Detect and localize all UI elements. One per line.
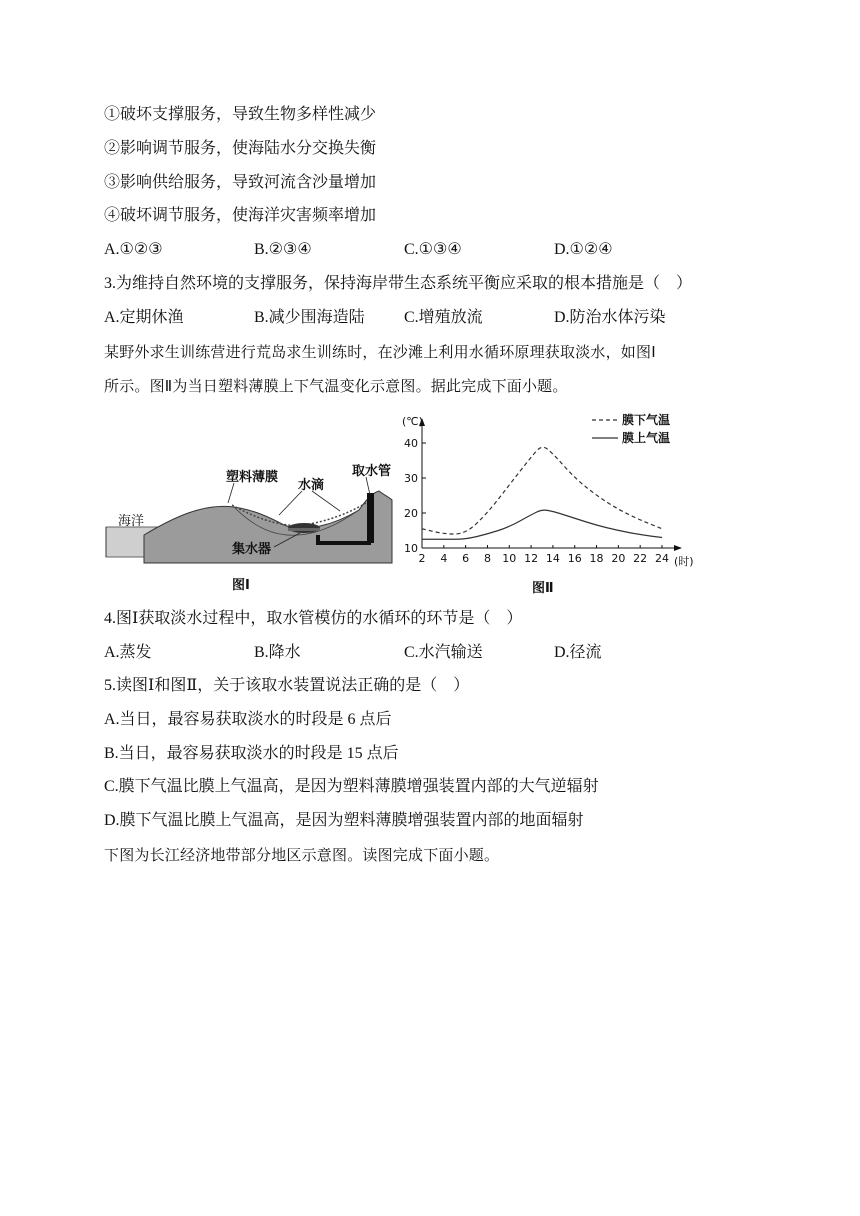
statement-2: ②影响调节服务，使海陆水分交换失衡 bbox=[104, 140, 377, 157]
y-tick-label: 30 bbox=[404, 472, 418, 485]
q3-stem: 3.为维持自然环境的支撑服务，保持海岸带生态系统平衡应采取的根本措施是（ ） bbox=[104, 275, 693, 292]
y-tick-label: 10 bbox=[404, 542, 418, 555]
x-tick-label: 24 bbox=[655, 552, 669, 565]
x-tick-label: 20 bbox=[611, 552, 626, 565]
q4-option-c: C.水汽输送 bbox=[404, 644, 483, 661]
legend-label-2: 膜上气温 bbox=[622, 431, 671, 445]
q2-option-d: D.①②④ bbox=[554, 241, 613, 258]
x-tick-label: 16 bbox=[567, 552, 582, 565]
q4-stem: 4.图Ⅰ获取淡水过程中，取水管模仿的水循环的环节是（ ） bbox=[104, 610, 523, 627]
label-ocean: 海洋 bbox=[118, 514, 145, 529]
q5-option-d: D.膜下气温比膜上气温高，是因为塑料薄膜增强装置内部的地面辐射 bbox=[104, 812, 584, 829]
q4-option-b: B.降水 bbox=[254, 644, 301, 661]
x-tick-label: 18 bbox=[589, 552, 604, 565]
x-tick-label: 4 bbox=[440, 552, 448, 565]
label-film: 塑料薄膜 bbox=[226, 470, 279, 485]
legend-label-1: 膜下气温 bbox=[622, 413, 671, 427]
q3-option-a: A.定期休渔 bbox=[104, 309, 184, 326]
x-tick-label: 12 bbox=[524, 552, 539, 565]
intro-line-2: 所示。图Ⅱ为当日塑料薄膜上下气温变化示意图。据此完成下面小题。 bbox=[104, 377, 568, 395]
x-tick-label: 6 bbox=[462, 552, 470, 565]
y-tick-label: 40 bbox=[404, 437, 418, 450]
q5-option-a: A.当日，最容易获取淡水的时段是 6 点后 bbox=[104, 711, 392, 728]
q5-option-b: B.当日，最容易获取淡水的时段是 15 点后 bbox=[104, 745, 399, 762]
x-tick-label: 10 bbox=[502, 552, 517, 565]
q4-option-a: A.蒸发 bbox=[104, 644, 152, 661]
q2-option-a: A.①②③ bbox=[104, 241, 163, 258]
figure-1-diagram bbox=[104, 455, 404, 595]
intro-2: 下图为长江经济地带部分地区示意图。读图完成下面小题。 bbox=[104, 846, 500, 864]
x-tick-label: 2 bbox=[418, 552, 426, 565]
q2-option-b: B.②③④ bbox=[254, 241, 312, 258]
q4-option-d: D.径流 bbox=[554, 644, 602, 661]
label-drops: 水滴 bbox=[298, 478, 325, 493]
q3-option-b: B.减少围海造陆 bbox=[254, 309, 365, 326]
q3-option-d: D.防治水体污染 bbox=[554, 309, 666, 326]
statement-3: ③影响供给服务，导致河流含沙量增加 bbox=[104, 174, 377, 191]
x-tick-label: 8 bbox=[483, 552, 491, 565]
statement-1: ①破坏支撑服务，导致生物多样性减少 bbox=[104, 106, 377, 123]
figure-2-chart bbox=[392, 408, 702, 598]
q5-option-c: C.膜下气温比膜上气温高，是因为塑料薄膜增强装置内部的大气逆辐射 bbox=[104, 778, 599, 795]
q5-stem: 5.读图Ⅰ和图Ⅱ，关于该取水装置说法正确的是（ ） bbox=[104, 677, 470, 694]
x-axis-arrow bbox=[674, 545, 682, 551]
x-tick-label: 22 bbox=[633, 552, 648, 565]
intro-line-1: 某野外求生训练营进行荒岛求生训练时，在沙滩上利用水循环原理获取淡水，如图Ⅰ bbox=[104, 343, 656, 361]
label-collector: 集水器 bbox=[232, 542, 272, 557]
label-pipe: 取水管 bbox=[352, 464, 392, 479]
x-unit-label: (时) bbox=[674, 555, 694, 568]
figure-1-caption: 图Ⅰ bbox=[232, 578, 250, 593]
q2-option-c: C.①③④ bbox=[404, 241, 462, 258]
q3-option-c: C.增殖放流 bbox=[404, 309, 483, 326]
figure-2-caption: 图Ⅱ bbox=[532, 581, 554, 596]
y-unit-label: (℃) bbox=[402, 415, 423, 428]
series-line-1 bbox=[422, 447, 662, 534]
statement-4: ④破坏调节服务，使海洋灾害频率增加 bbox=[104, 207, 377, 224]
series-line-2 bbox=[422, 510, 662, 539]
x-tick-label: 14 bbox=[545, 552, 560, 565]
y-tick-label: 20 bbox=[404, 507, 418, 520]
